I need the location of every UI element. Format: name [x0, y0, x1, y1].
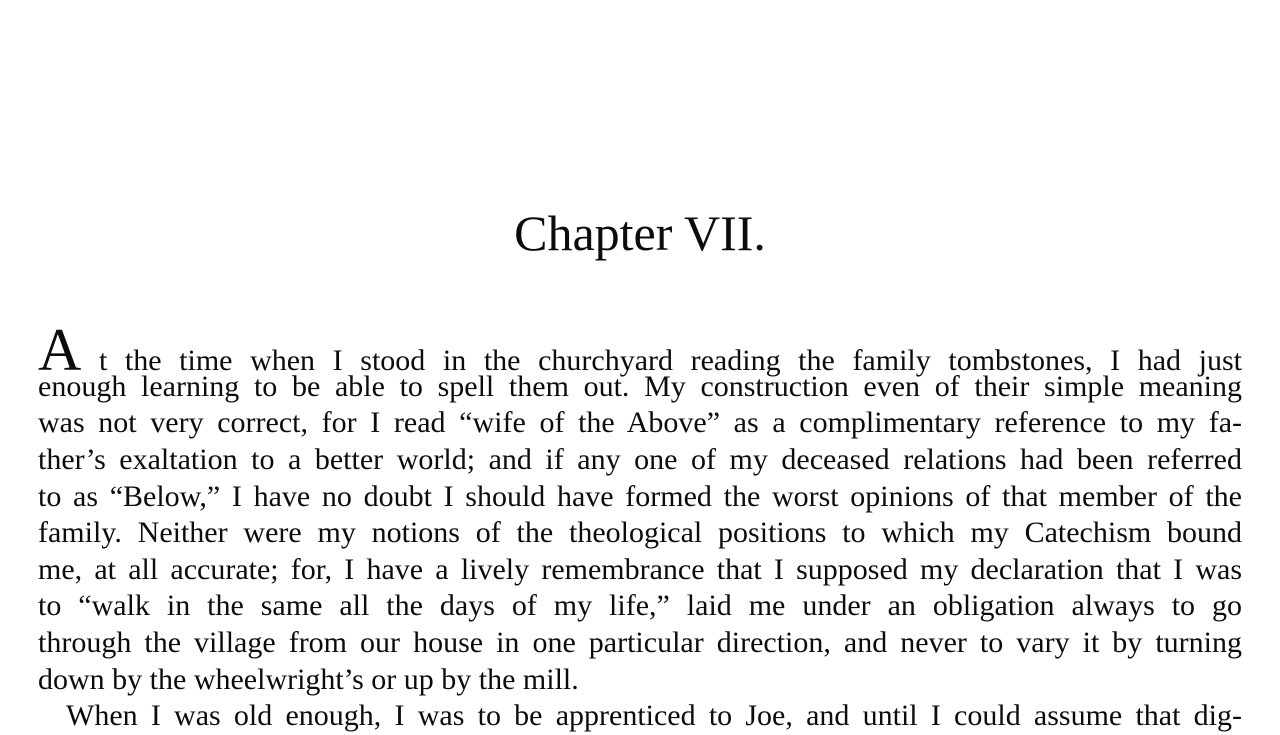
text-line: family. Neither were my notions of the theological positions to which my Catechism bound — [38, 516, 1242, 550]
text-line: through the village from our house in one particular direction, and never to vary it by turning — [38, 626, 1242, 660]
text-line: ther’s exaltation to a better world; and if any one of my deceased relations had been referred — [38, 442, 1242, 476]
chapter-title: Chapter VII. — [514, 205, 766, 261]
text-line: to as “Below,” I have no doubt I should have formed the worst opinions of that member of the — [38, 479, 1242, 513]
dropcap-initial: A — [38, 317, 82, 383]
text-line: down by the wheelwright’s or up by the mill. — [38, 662, 579, 696]
text-line: enough learning to be able to spell them out. My construction even of their simple meaning — [38, 369, 1242, 403]
text-body — [38, 317, 1242, 735]
paragraph-1 — [38, 317, 1242, 698]
paragraph-2 — [38, 698, 1242, 735]
text-line: was not very correct, for I read “wife of the Above” as a complimentary reference to my fa- — [38, 406, 1242, 440]
text-line: to “walk in the same all the days of my life,” laid me under an obligation always to go — [38, 589, 1242, 623]
text-line: When I was old enough, I was to be apprenticed to Joe, and until I could assume that dig- — [66, 699, 1242, 733]
text-line: me, at all accurate; for, I have a lively remembrance that I supposed my declaration that I was — [38, 552, 1242, 586]
text-line: A t the time when I stood in the churchyard reading the family tombstones, I had just — [38, 317, 1242, 383]
